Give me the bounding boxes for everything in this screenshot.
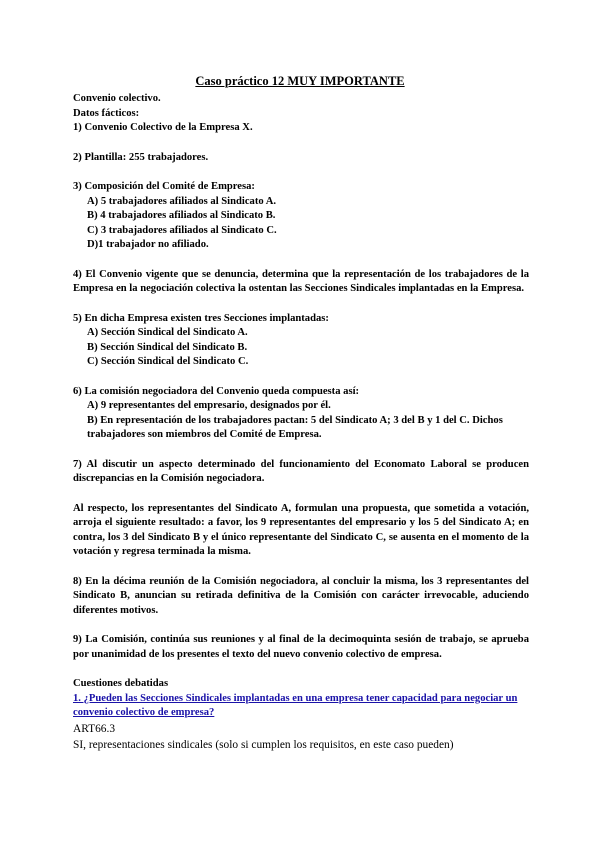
point-2: 2) Plantilla: 255 trabajadores. <box>73 151 209 163</box>
question-1: 1. ¿Pueden las Secciones Sindicales implantadas en una empresa tener capacidad para negociar un convenio colectivo de empresa? <box>73 692 518 718</box>
point-5-item-c: C) Sección Sindical del Sindicato C. <box>87 356 249 367</box>
questions-heading: Cuestiones debatidas <box>73 678 169 689</box>
paragraph-respecto: Al respecto, los representantes del Sindicato A, formulan una propuesta, que sometida a votación, arroja el siguiente resultado: a favor, los 9 representantes del empresario y los 5 del Sindicato A; en contra, los 3 del Sindicato B y el único representante del Sindicato C, se ausenta en el momento de la votación y regresa terminada la misma. <box>73 502 529 557</box>
answer-text: SI, representaciones sindicales (solo si cumplen los requisitos, en este caso pueden) <box>73 738 454 751</box>
point-3-heading: 3) Composición del Comité de Empresa: <box>73 181 255 192</box>
point-3-item-c: C) 3 trabajadores afiliados al Sindicato C. <box>87 224 277 236</box>
point-5-item-b: B) Sección Sindical del Sindicato B. <box>87 341 248 353</box>
point-8: 8) En la décima reunión de la Comisión negociadora, al concluir la misma, los 3 representantes del Sindicato B, anuncian su retirada definitiva de la Comisión con carácter irrevocable, aduciendo diferentes motivos. <box>73 575 529 616</box>
answer-reference: ART66.3 <box>73 722 116 735</box>
point-3-item-a: A) 5 trabajadores afiliados al Sindicato A. <box>87 195 277 207</box>
point-9: 9) La Comisión, continúa sus reuniones y al final de la decimoquinta sesión de trabajo, se aprueba por unanimidad de los presentes el texto del nuevo convenio colectivo de empresa. <box>73 634 529 660</box>
page-title: Caso práctico 12 MUY IMPORTANTE <box>195 74 405 88</box>
point-5-item-a: A) Sección Sindical del Sindicato A. <box>87 327 248 338</box>
intro-line-2: Datos fácticos: <box>73 107 140 119</box>
point-6-item-b: B) En representación de los trabajadores pactan: 5 del Sindicato A; 3 del B y 1 del C. Dichos trabajadores son miembros del Comité de Empresa. <box>87 414 503 440</box>
point-3-item-b: B) 4 trabajadores afiliados al Sindicato B. <box>87 210 276 221</box>
point-3-item-d: D)1 trabajador no afiliado. <box>87 239 209 250</box>
point-6-item-a: A) 9 representantes del empresario, designados por él. <box>87 400 331 411</box>
point-6-heading: 6) La comisión negociadora del Convenio queda compuesta así: <box>73 385 360 397</box>
point-5-heading: 5) En dicha Empresa existen tres Secciones implantadas: <box>73 312 329 324</box>
document-body <box>73 92 529 753</box>
intro-line-3: 1) Convenio Colectivo de la Empresa X. <box>73 122 253 133</box>
intro-line-1: Convenio colectivo. <box>73 93 161 104</box>
point-7: 7) Al discutir un aspecto determinado del funcionamiento del Economato Laboral se producen discrepancias en la Comisión negociadora. <box>73 458 529 484</box>
point-4: 4) El Convenio vigente que se denuncia, determina que la representación de los trabajadores de la Empresa en la negociación colectiva la ostentan las Secciones Sindicales implantadas en la Empresa. <box>73 268 529 294</box>
